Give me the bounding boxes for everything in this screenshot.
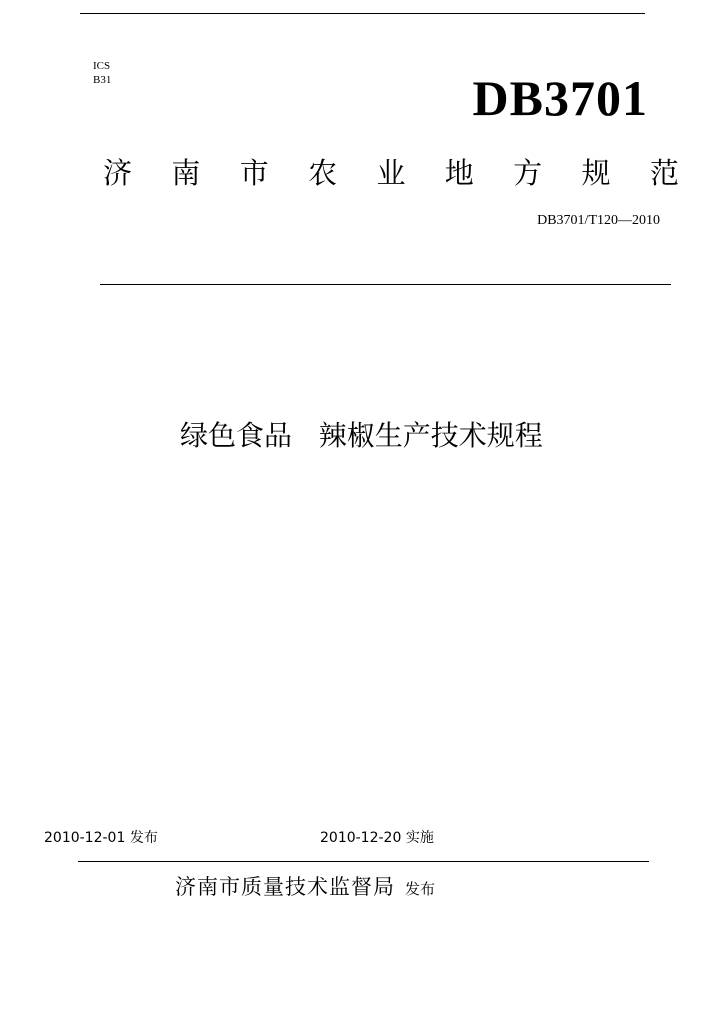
document-title-sub: 辣椒生产技术规程 — [318, 419, 543, 452]
implement-label: 实施 — [405, 830, 434, 846]
publish-label: 发布 — [129, 830, 158, 846]
standard-number: DB3701/T120—2010 — [537, 213, 660, 228]
issuing-authority-name: 济南市质量技术监督局 — [175, 875, 395, 899]
standard-code: DB3701 — [472, 70, 648, 126]
implement-date-line — [320, 829, 434, 847]
ccs-code: B31 — [93, 74, 112, 86]
issuer-title — [103, 154, 679, 192]
publish-date-line — [44, 829, 158, 847]
document-title-main: 绿色食品 — [180, 419, 293, 452]
issuer-title-char: 规 — [581, 156, 611, 190]
issuer-title-char: 方 — [513, 156, 543, 190]
issuer-title-char: 业 — [376, 156, 406, 190]
document-title — [180, 418, 543, 454]
issuing-authority-suffix: 发布 — [405, 880, 436, 898]
header-divider — [100, 284, 671, 285]
publish-date: 2010-12-01 — [44, 830, 126, 846]
issuer-title-char: 范 — [649, 156, 679, 190]
issuer-title-char: 农 — [308, 156, 338, 190]
issuer-title-char: 南 — [171, 156, 201, 190]
issuer-title-char: 市 — [239, 156, 269, 190]
footer-divider — [78, 861, 649, 862]
ics-code: ICS — [93, 60, 111, 72]
implement-date: 2010-12-20 — [320, 830, 402, 846]
top-divider — [80, 13, 645, 14]
issuing-authority — [175, 873, 435, 903]
issuer-title-char: 济 — [103, 156, 133, 190]
issuer-title-char: 地 — [444, 156, 474, 190]
